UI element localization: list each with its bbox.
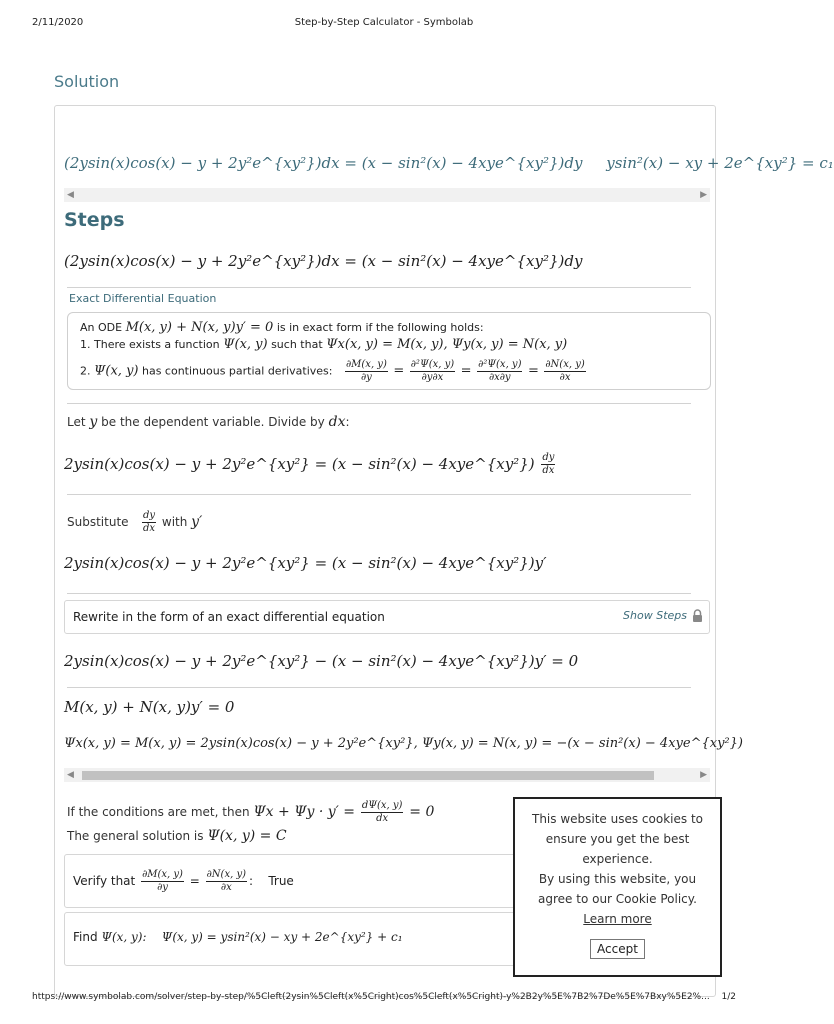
cookie-text-line: By using this website, you [538,872,697,886]
answer-equation: ysin²(x) − xy + 2e^{xy²} = c₁ [606,154,834,172]
definition-line-2: 1. There exists a function Ψ(x, y) such that Ψx(x, y) = M(x, y), Ψy(x, y) = N(x, y) [80,337,568,352]
print-url: https://www.symbolab.com/solver/step-by-step/%5Cleft(2ysin%5Cleft(x%5Cright)cos%5Cleft(x%5Cright)-y%2B2y%5E%7B2%7De%5E%7Bxy%5E2%... [32,992,710,1002]
print-date: 2/11/2020 [32,17,84,28]
divider [67,593,691,594]
find-text: Find Ψ(x, y): Ψ(x, y) = ysin²(x) − xy + 2e^{xy²} + c₁ [73,930,403,944]
general-solution-text: The general solution is Ψ(x, y) = C [67,828,287,844]
exact-definition-box [67,312,711,390]
solution-result [64,154,834,172]
let-dependent-text: Let y be the dependent variable. Divide by dx: [67,414,350,430]
exact-equation: 2ysin(x)cos(x) − y + 2y²e^{xy²} − (x − sin²(x) − 4xye^{xy²})y′ = 0 [64,652,579,670]
divider [67,287,691,288]
substitute-text: Substitute $\frac{dy}{dx}$ with y′ [67,510,203,534]
divider [67,494,691,495]
rewrite-step-box[interactable] [64,600,710,634]
psi-equation: Ψx(x, y) = M(x, y) = 2ysin(x)cos(x) − y + 2y²e^{xy²}, Ψy(x, y) = N(x, y) = −(x − sin²(x) − 4xye^{xy²}) [64,736,743,751]
cookie-text-line: ensure you get the best [545,832,690,846]
print-page-number: 1/2 [721,992,736,1002]
solution-heading: Solution [54,72,120,91]
cookie-banner [513,797,722,977]
general-form-equation: M(x, y) + N(x, y)y′ = 0 [64,698,235,716]
show-steps-link[interactable]: Show Steps [623,609,687,622]
scroll-right-icon[interactable]: ▶ [700,770,707,780]
divided-equation: 2ysin(x)cos(x) − y + 2y²e^{xy²} = (x − sin²(x) − 4xye^{xy²}) $\frac{dy}{dx}$ [64,452,555,476]
scrollbar-thumb[interactable] [82,771,654,780]
conditions-text: If the conditions are met, then Ψx + Ψy · y′ = $\frac{d\Psi(x, y)}{dx}$ = 0 [67,800,435,824]
divider [67,403,691,404]
section-label: Exact Differential Equation [69,292,217,305]
definition-line-1: An ODE M(x, y) + N(x, y)y′ = 0 is in exact form if the following holds: [80,320,484,335]
substituted-equation: 2ysin(x)cos(x) − y + 2y²e^{xy²} = (x − sin²(x) − 4xye^{xy²})y′ [64,554,547,572]
psi-scrollbar[interactable] [64,768,710,782]
scroll-left-icon[interactable]: ◀ [67,190,74,200]
verify-text: Verify that $\frac{\partial M(x, y)}{\partial y}$ = $\frac{\partial N(x, y)}{\partial x}$ : True [73,869,294,893]
accept-button[interactable]: Accept [590,939,645,959]
definition-line-3: 2. Ψ(x, y) has continuous partial derivatives: $\frac{\partial M(x, y)}{\partial y}$ = $\frac{\text{∂²Ψ(x, y)}}{\partial y\partial x}$ = $\frac{\text{∂²Ψ(x, y)}}{\partial x\partial y}$ = $\frac{\partial N(x, y)}{\partial x}$ [80,359,585,383]
result-scrollbar[interactable] [64,188,710,202]
divider [67,687,691,688]
print-title: Step-by-Step Calculator - Symbolab [294,17,474,28]
cookie-text-line: This website uses cookies to [531,812,703,826]
scroll-right-icon[interactable]: ▶ [700,190,707,200]
cookie-text-line: agree to our Cookie Policy. [538,892,697,906]
learn-more-link[interactable]: Learn more [583,912,652,926]
steps-equation: (2ysin(x)cos(x) − y + 2y²e^{xy²})dx = (x − sin²(x) − 4xye^{xy²})dy [64,252,583,270]
steps-title: Steps [64,209,125,231]
cookie-text-line: experience. [582,852,653,866]
rewrite-label: Rewrite in the form of an exact differential equation [73,610,385,624]
problem-equation: (2ysin(x)cos(x) − y + 2y²e^{xy²})dx = (x − sin²(x) − 4xye^{xy²})dy [64,154,583,172]
lock-icon [692,609,703,622]
scroll-left-icon[interactable]: ◀ [67,770,74,780]
